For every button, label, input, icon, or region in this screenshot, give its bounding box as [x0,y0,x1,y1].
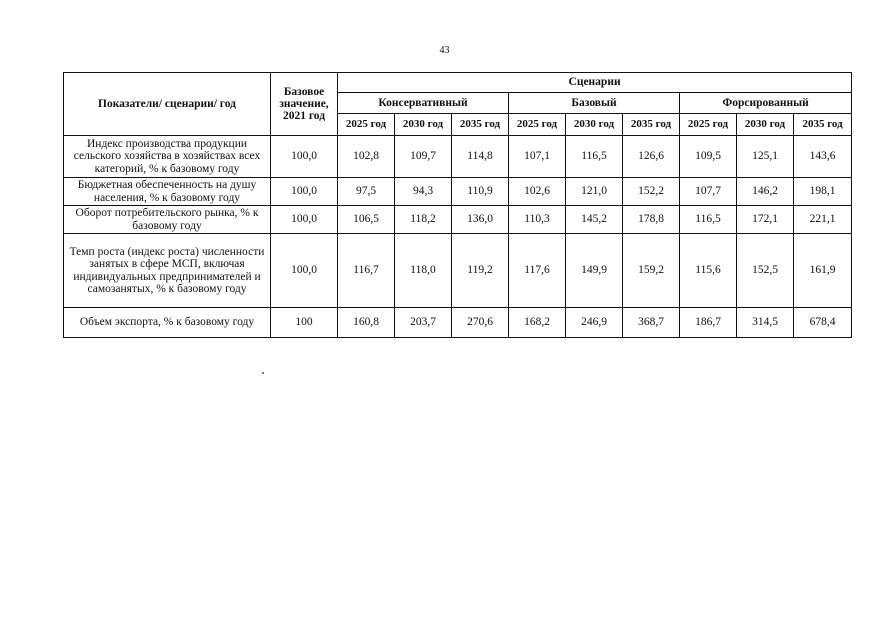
table-row [64,234,852,308]
value-cell: 186,7 [680,308,737,338]
value-cell: 221,1 [794,206,852,234]
value-cell: 149,9 [566,234,623,308]
value-cell: 102,8 [338,136,395,178]
value-cell: 109,7 [395,136,452,178]
value-cell: 136,0 [452,206,509,234]
value-cell: 121,0 [566,178,623,206]
value-cell: 117,6 [509,234,566,308]
scan-speck [262,372,264,374]
value-cell: 368,7 [623,308,680,338]
value-cell: 114,8 [452,136,509,178]
value-cell: 116,7 [338,234,395,308]
value-cell: 110,9 [452,178,509,206]
header-year: 2025 год [338,114,395,136]
table-row [64,308,852,338]
value-cell: 97,5 [338,178,395,206]
header-indicators: Показатели/ сценарии/ год [64,73,271,136]
base-value-cell: 100,0 [271,234,338,308]
indicators-table [63,72,852,338]
row-label: Индекс производства продукции сельского хозяйства в хозяйствах всех категорий, % к базовому году [64,136,271,178]
value-cell: 314,5 [737,308,794,338]
value-cell: 160,8 [338,308,395,338]
row-label: Объем экспорта, % к базовому году [64,308,271,338]
header-year: 2035 год [794,114,852,136]
value-cell: 178,8 [623,206,680,234]
header-year: 2035 год [452,114,509,136]
header-year: 2035 год [623,114,680,136]
header-year: 2030 год [395,114,452,136]
header-year: 2030 год [566,114,623,136]
row-label: Бюджетная обеспеченность на душу населения, % к базовому году [64,178,271,206]
value-cell: 168,2 [509,308,566,338]
value-cell: 106,5 [338,206,395,234]
value-cell: 246,9 [566,308,623,338]
value-cell: 159,2 [623,234,680,308]
value-cell: 115,6 [680,234,737,308]
header-scenario-base: Базовый [509,93,680,114]
header-year: 2030 год [737,114,794,136]
table-row [64,136,852,178]
header-scenario-forced: Форсированный [680,93,852,114]
header-year: 2025 год [680,114,737,136]
value-cell: 102,6 [509,178,566,206]
value-cell: 110,3 [509,206,566,234]
value-cell: 118,0 [395,234,452,308]
row-label: Оборот потребительского рынка, % к базовому году [64,206,271,234]
header-year: 2025 год [509,114,566,136]
base-value-cell: 100,0 [271,136,338,178]
value-cell: 119,2 [452,234,509,308]
base-value-cell: 100 [271,308,338,338]
value-cell: 109,5 [680,136,737,178]
value-cell: 152,2 [623,178,680,206]
value-cell: 126,6 [623,136,680,178]
value-cell: 116,5 [680,206,737,234]
header-scenario-conservative: Консервативный [338,93,509,114]
value-cell: 125,1 [737,136,794,178]
base-value-cell: 100,0 [271,178,338,206]
value-cell: 116,5 [566,136,623,178]
header-base-value: Базовое значение, 2021 год [271,73,338,136]
value-cell: 678,4 [794,308,852,338]
table-row [64,206,852,234]
value-cell: 94,3 [395,178,452,206]
value-cell: 146,2 [737,178,794,206]
value-cell: 270,6 [452,308,509,338]
value-cell: 152,5 [737,234,794,308]
value-cell: 107,7 [680,178,737,206]
value-cell: 161,9 [794,234,852,308]
value-cell: 118,2 [395,206,452,234]
value-cell: 143,6 [794,136,852,178]
value-cell: 145,2 [566,206,623,234]
value-cell: 172,1 [737,206,794,234]
value-cell: 203,7 [395,308,452,338]
row-label: Темп роста (индекс роста) численности занятых в сфере МСП, включая индивидуальных предпринимателей и самозанятых, % к базовому году [64,234,271,308]
page-number: 43 [439,45,450,56]
base-value-cell: 100,0 [271,206,338,234]
header-scenarios: Сценарии [338,73,852,93]
value-cell: 107,1 [509,136,566,178]
value-cell: 198,1 [794,178,852,206]
table-row [64,178,852,206]
